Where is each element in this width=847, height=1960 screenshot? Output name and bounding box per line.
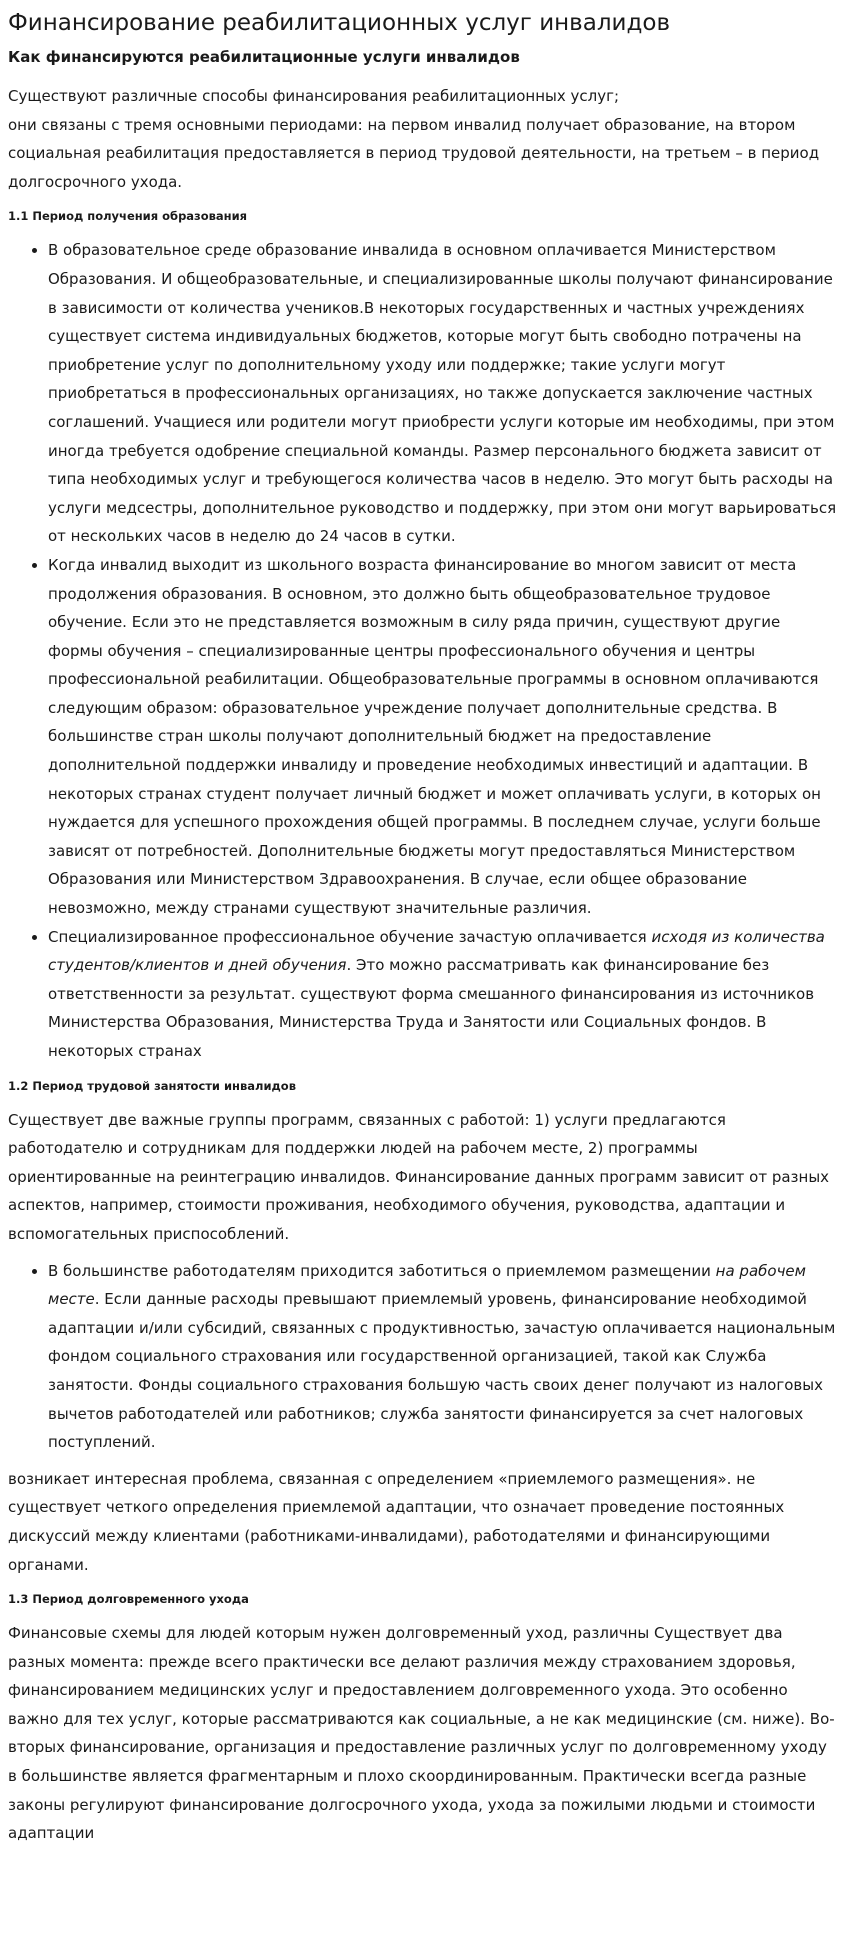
list-item-emphasis: на рабочем месте [48,1261,806,1309]
list-item-text: В большинстве работодателям приходится заботиться о приемлемом размещении [48,1261,716,1280]
page-title: Финансирование реабилитационных услуг инвалидов [8,10,671,36]
list-item-emphasis: исходя из количества студентов/клиентов и дней обучения [48,927,825,975]
intro-line-2: они связаны с тремя основными периодами: на первом инвалид получает образование, на втором социальная реабилитация предоставляется в период трудовой деятельности, на третьем – в период долгосрочного ухода. [8,115,820,191]
employment-list [8,1257,839,1457]
list-item [48,923,839,1066]
long-term-care-paragraph: Финансовые схемы для людей которым нужен долговременный уход, различны Существует два разных момента: прежде всего практически все делают различия между страхованием здоровья, финансированием медицинских услуг и предоставлением долговременного ухода. Это особенно важно для тех услуг, которые рассматриваются как социальные, а не как медицинские (см. ниже). Во-вторых финансирование, организация и предоставление различных услуг по долговременному уходу в большинстве является фрагментарным и плохо скоординированным. Практически всегда разные законы регулируют финансирование долгосрочного ухода, ухода за пожилыми людьми и стоимости адаптации [8,1624,835,1843]
list-item-text: . Это можно рассматривать как финансирование без ответственности за результат. существуют форма смешанного финансирования из источников Министерства Образования, Министерства Труда и Занятости или Социальных фондов. В некоторых странах [48,956,815,1060]
section-heading-education: 1.1 Период получения образования [8,209,248,224]
education-list [8,236,839,1065]
list-item: • Когда инвалид выходит из школьного возраста финансирование во многом зависит от места продолжения образования. В основном, это должно быть общеобразовательное трудовое обучение. Если это не представляется возможным в силу ряда причин, существуют другие формы обучения – специализированные центры профессионального обучения и центры профессиональной реабилитации. Общеобразовательные программы в основном оплачиваются следующим образом: образовательное учреждение получает дополнительные средства. В большинстве стран школы получают дополнительный бюджет на предоставление дополнительной поддержки инвалиду и проведение необходимых инвестиций и адаптации. В некоторых странах студент получает личный бюджет и может оплачивать услуги, в которых он нуждается для успешного прохождения общей программы. В последнем случае, услуги больше зависят от потребностей. Дополнительные бюджеты могут предоставляться Министерством Образования или Министерством Здравоохранения. В случае, если общее образование невозможно, между странами существуют значительные различия. [48,551,839,923]
intro-line-1: Существуют различные способы финансирования реабилитационных услуг; [8,87,620,105]
list-item-text: . Если данные расходы превышают приемлемый уровень, финансирование необходимой адаптации и/или субсидий, связанных с продуктивностью, зачастую оплачивается национальным фондом социального страхования или государственной организацией, такой как Служба занятости. Фонды социального страхования большую часть своих денег получают из налоговых вычетов работодателей или работников; служба занятости финансируется за счет налоговых поступлений. [48,1290,836,1452]
intro-paragraph [8,82,839,196]
section-heading-long-term-care: 1.3 Период долговременного ухода [8,1592,249,1607]
list-item [48,1257,839,1457]
section-heading-employment: 1.2 Период трудовой занятости инвалидов [8,1078,296,1093]
page-subtitle: Как финансируются реабилитационные услуги инвалидов [8,48,520,66]
employment-outro-paragraph: возникает интересная проблема, связанная с определением «приемлемого размещения». не существует четкого определения приемлемой адаптации, что означает проведение постоянных дискуссий между клиентами (работниками-инвалидами), работодателями и финансирующими органами. [8,1469,785,1574]
list-item-text: Специализированное профессиональное обучение зачастую оплачивается [48,927,652,946]
list-item: • В образовательное среде образование инвалида в основном оплачивается Министерством Образования. И общеобразовательные, и специализированные школы получают финансирование в зависимости от количества учеников.В некоторых государственных и частных учреждениях существует система индивидуальных бюджетов, которые могут быть свободно потрачены на приобретение услуг по дополнительному уходу или поддержке; такие услуги могут приобретаться в профессиональных организациях, но также допускается заключение частных соглашений. Учащиеся или родители могут приобрести услуги которые им необходимы, при этом иногда требуется одобрение специальной команды. Размер персонального бюджета зависит от типа необходимых услуг и требующегося количества часов в неделю. Это могут быть расходы на услуги медсестры, дополнительное руководство и поддержку, при этом они могут варьироваться от нескольких часов в неделю до 24 часов в сутки. [48,236,839,551]
employment-intro-paragraph: Существует две важные группы программ, связанных с работой: 1) услуги предлагаются работодателю и сотрудникам для поддержки людей на рабочем месте, 2) программы ориентированные на реинтеграцию инвалидов. Финансирование данных программ зависит от разных аспектов, например, стоимости проживания, необходимого обучения, руководства, адаптации и вспомогательных приспособлений. [8,1110,830,1243]
